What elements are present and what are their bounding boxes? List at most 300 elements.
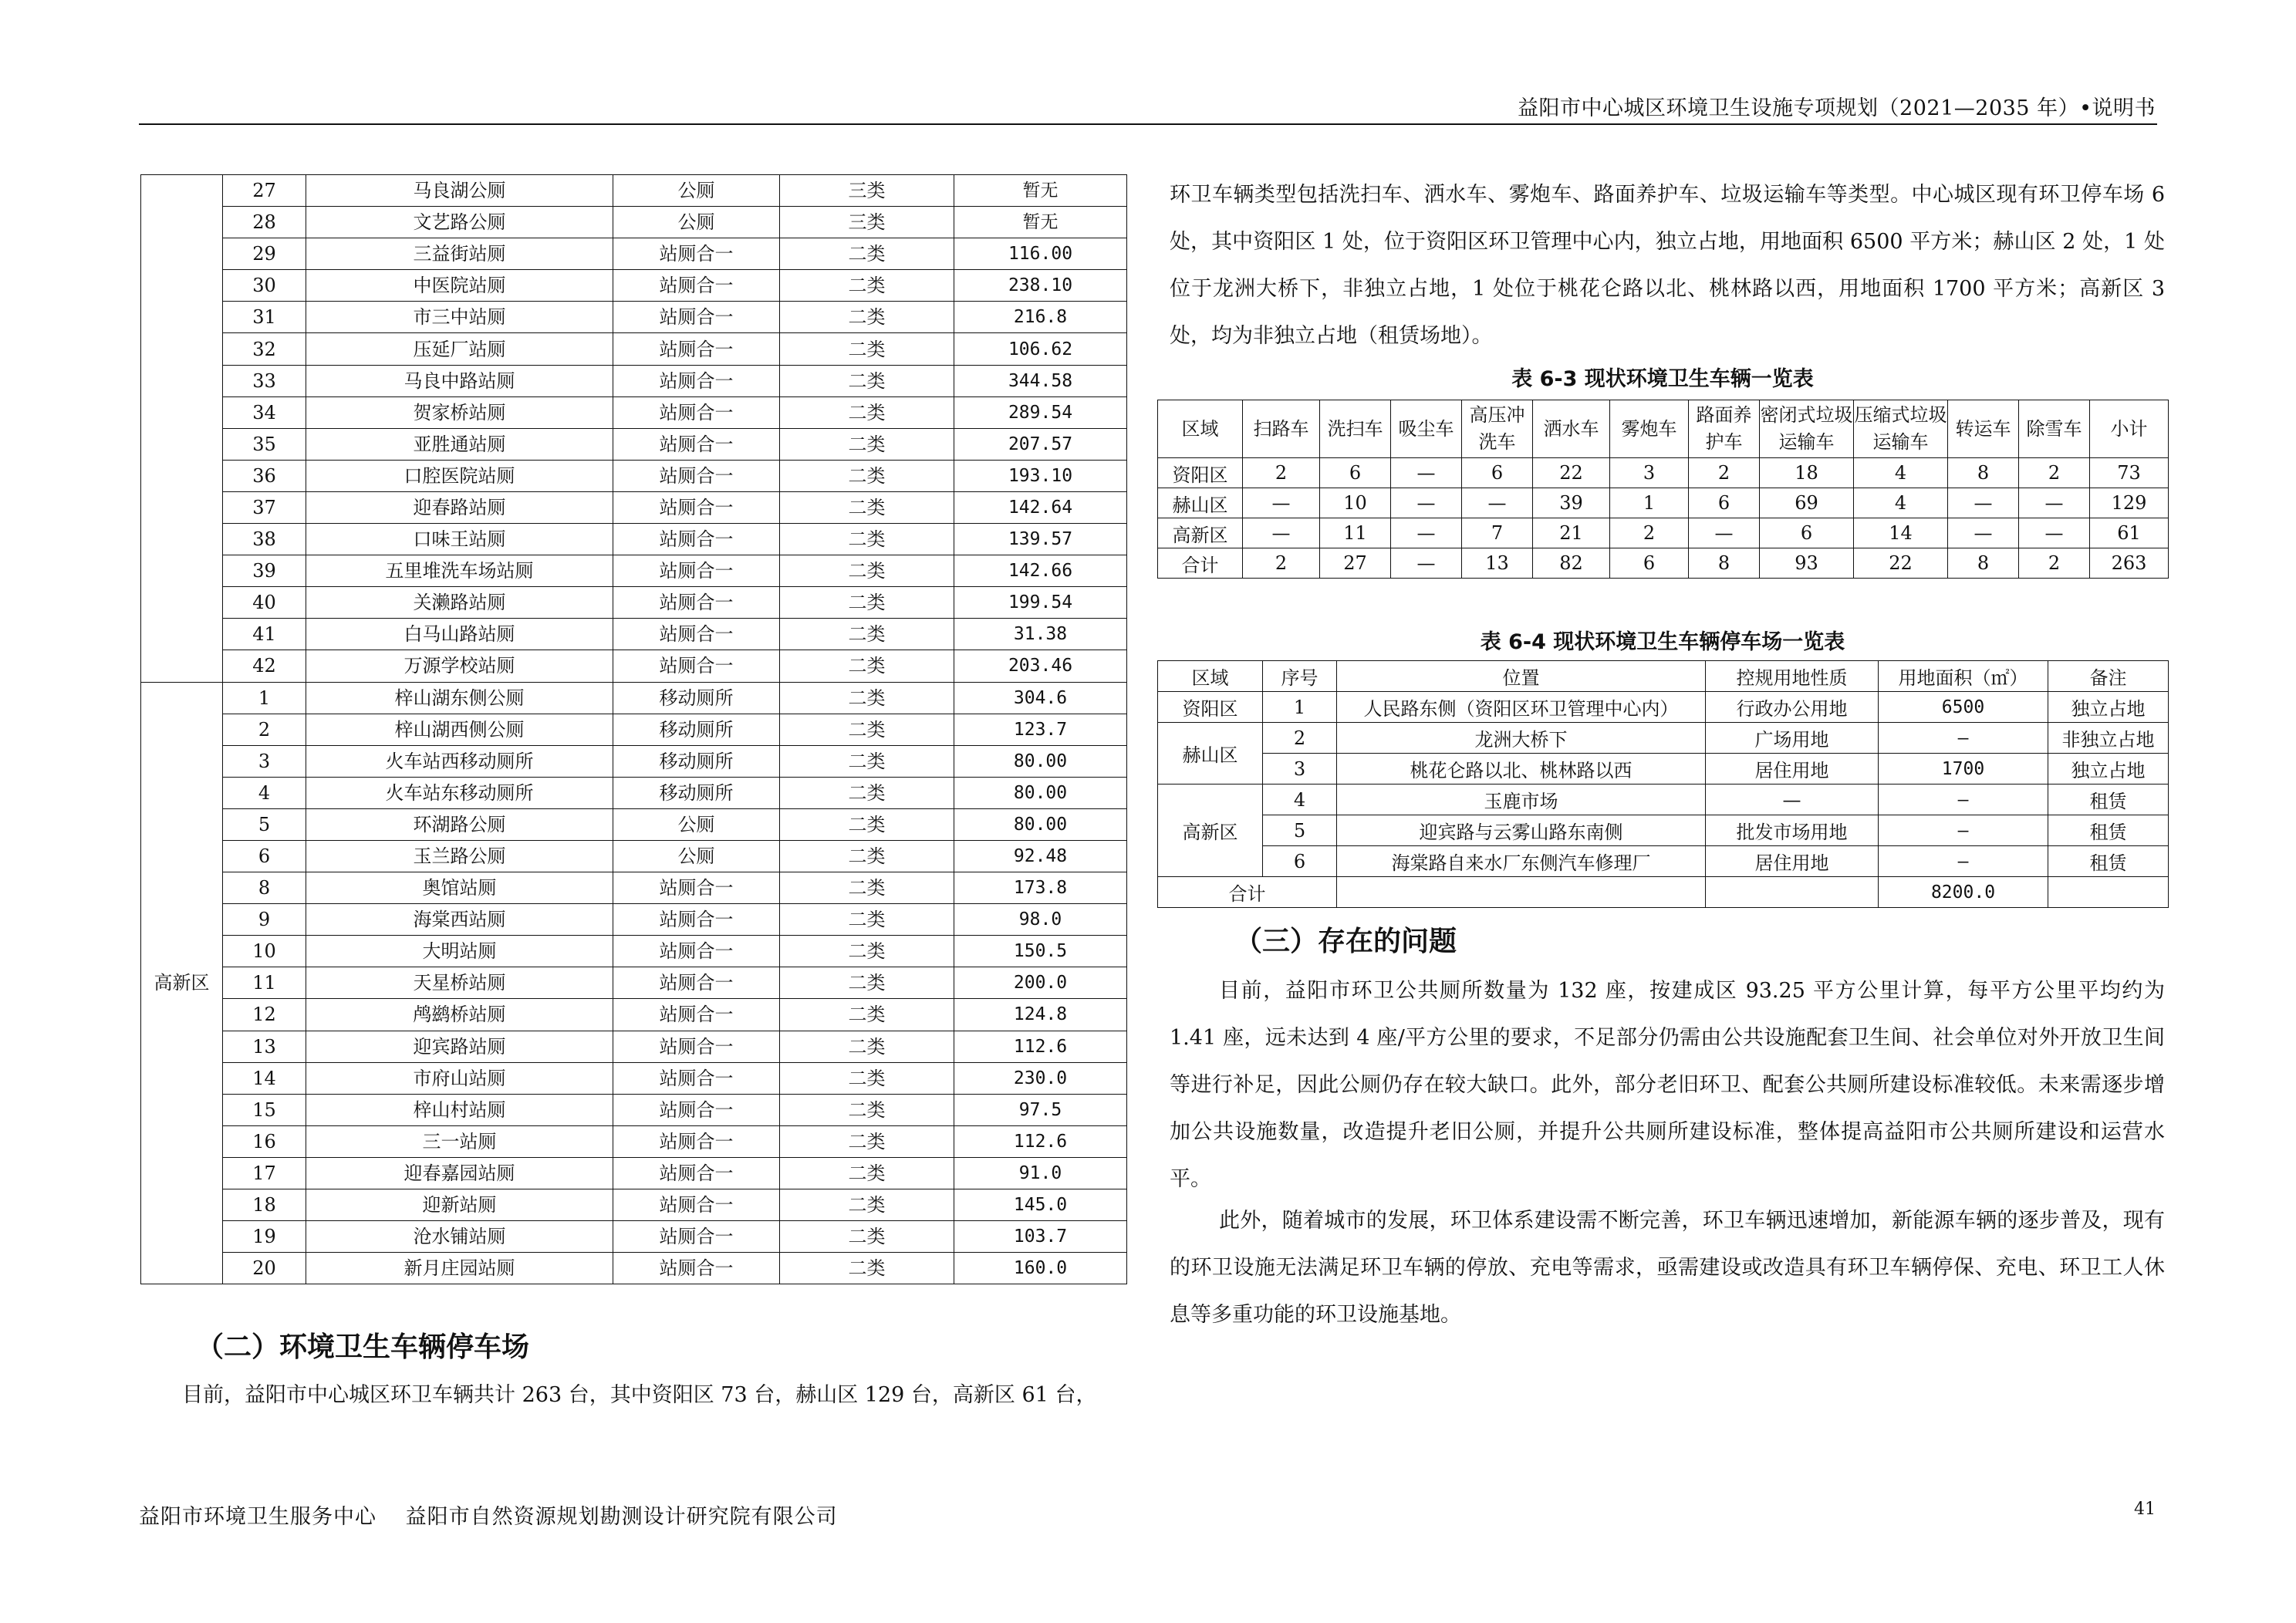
column-header: 除雪车 — [2019, 400, 2090, 458]
serial-cell: 37 — [223, 491, 306, 523]
facility-name-cell: 火车站东移动厕所 — [306, 777, 613, 808]
column-header: 区域 — [1158, 661, 1263, 692]
count-cell: 73 — [2090, 458, 2169, 488]
serial-cell: 42 — [223, 650, 306, 682]
count-cell: 27 — [1320, 548, 1391, 579]
table-row — [141, 365, 1127, 396]
serial-cell: 4 — [223, 777, 306, 808]
area-cell: 145.0 — [954, 1189, 1127, 1221]
count-cell: 7 — [1462, 518, 1533, 548]
table-row — [141, 777, 1127, 808]
facility-type-cell: 站厕合一 — [613, 587, 780, 619]
table-row — [141, 872, 1127, 904]
facility-name-cell: 亚胜通站厕 — [306, 428, 613, 460]
count-cell: 22 — [1854, 548, 1948, 579]
area-cell: 91.0 — [954, 1157, 1127, 1189]
facility-type-cell: 站厕合一 — [613, 967, 780, 999]
facility-name-cell: 市三中站厕 — [306, 302, 613, 333]
facility-name-cell: 迎春路站厕 — [306, 491, 613, 523]
area-cell: 150.5 — [954, 936, 1127, 967]
count-cell: 129 — [2090, 488, 2169, 518]
grade-cell: 二类 — [780, 270, 954, 302]
table-row — [141, 808, 1127, 840]
table-row — [1158, 488, 2169, 518]
land-use-cell: — — [1706, 785, 1879, 815]
serial-cell: 34 — [223, 396, 306, 428]
serial-cell: 8 — [223, 872, 306, 904]
table-row — [141, 302, 1127, 333]
facility-type-cell: 移动厕所 — [613, 682, 780, 714]
count-cell: 1 — [1610, 488, 1689, 518]
count-cell: 2 — [1243, 458, 1320, 488]
count-cell: — — [2019, 488, 2090, 518]
serial-cell: 20 — [223, 1253, 306, 1284]
grade-cell: 二类 — [780, 333, 954, 365]
facility-name-cell: 新月庄园站厕 — [306, 1253, 613, 1284]
table-row — [141, 650, 1127, 682]
facility-type-cell: 站厕合一 — [613, 619, 780, 650]
location-cell: 海棠路自来水厂东侧汽车修理厂 — [1337, 846, 1706, 877]
column-header: 压缩式垃圾运输车 — [1854, 400, 1948, 458]
remark-cell: 非独立占地 — [2048, 723, 2169, 754]
area-cell: 142.66 — [954, 555, 1127, 587]
table-row — [141, 428, 1127, 460]
serial-cell: 5 — [223, 808, 306, 840]
grade-cell: 二类 — [780, 999, 954, 1031]
count-cell: 2 — [2019, 458, 2090, 488]
area-cell: 80.00 — [954, 777, 1127, 808]
section-heading-problems: （三）存在的问题 — [1234, 926, 1457, 957]
count-cell: — — [1391, 548, 1462, 579]
table-row — [141, 619, 1127, 650]
section-heading-parking: （二）环境卫生车辆停车场 — [196, 1331, 530, 1363]
facility-type-cell: 站厕合一 — [613, 872, 780, 904]
column-header: 序号 — [1263, 661, 1337, 692]
area-cell: 97.5 — [954, 1094, 1127, 1125]
serial-cell: 27 — [223, 175, 306, 207]
table-row — [141, 587, 1127, 619]
problems-paragraph-2: 此外，随着城市的发展，环卫体系建设需不断完善，环卫车辆迅速增加，新能源车辆的逐步普及，现有的环卫设施无法满足环卫车辆的停放、充电等需求，亟需建设或改造具有环卫车辆停保、充电、环卫工人休息等多重功能的环卫设施基地。 — [1170, 1209, 2165, 1327]
count-cell: 2 — [1243, 548, 1320, 579]
count-cell: 2 — [1689, 458, 1760, 488]
land-use-cell: 行政办公用地 — [1706, 692, 1879, 723]
serial-cell: 18 — [223, 1189, 306, 1221]
count-cell: 11 — [1320, 518, 1391, 548]
serial-cell: 29 — [223, 238, 306, 270]
area-cell: — — [1879, 785, 2048, 815]
column-header: 扫路车 — [1243, 400, 1320, 458]
land-use-cell: 批发市场用地 — [1706, 815, 1879, 846]
count-cell: 6 — [1462, 458, 1533, 488]
facility-name-cell: 天星桥站厕 — [306, 967, 613, 999]
serial-cell: 3 — [223, 745, 306, 777]
facility-type-cell: 站厕合一 — [613, 1094, 780, 1125]
remark-cell: 租赁 — [2048, 785, 2169, 815]
facility-name-cell: 玉兰路公厕 — [306, 840, 613, 872]
facility-name-cell: 口腔医院站厕 — [306, 460, 613, 491]
area-cell: 暂无 — [954, 207, 1127, 238]
area-cell: 112.6 — [954, 1125, 1127, 1157]
column-header: 小计 — [2090, 400, 2169, 458]
page-number: 41 — [2134, 1500, 2156, 1519]
facility-type-cell: 站厕合一 — [613, 999, 780, 1031]
remark-cell: 租赁 — [2048, 815, 2169, 846]
facility-name-cell: 万源学校站厕 — [306, 650, 613, 682]
grade-cell: 二类 — [780, 491, 954, 523]
count-cell: — — [1689, 518, 1760, 548]
grade-cell: 二类 — [780, 619, 954, 650]
count-cell: 93 — [1760, 548, 1854, 579]
running-header: 益阳市中心城区环境卫生设施专项规划（2021—2035 年）•说明书 — [1518, 96, 2156, 120]
serial-cell: 17 — [223, 1157, 306, 1189]
table-row — [141, 714, 1127, 745]
column-header: 备注 — [2048, 661, 2169, 692]
column-header: 位置 — [1337, 661, 1706, 692]
area-cell: 142.64 — [954, 491, 1127, 523]
count-cell: 8 — [1948, 458, 2019, 488]
count-cell: 6 — [1760, 518, 1854, 548]
table-row — [141, 682, 1127, 714]
serial-cell: 38 — [223, 524, 306, 555]
table-row — [141, 491, 1127, 523]
grade-cell: 三类 — [780, 175, 954, 207]
area-cell: 203.46 — [954, 650, 1127, 682]
area-cell: 139.57 — [954, 524, 1127, 555]
table-row — [141, 936, 1127, 967]
table-row — [141, 555, 1127, 587]
facility-name-cell: 梓山村站厕 — [306, 1094, 613, 1125]
area-cell: 123.7 — [954, 714, 1127, 745]
facility-name-cell: 中医院站厕 — [306, 270, 613, 302]
area-cell: 160.0 — [954, 1253, 1127, 1284]
area-cell: 238.10 — [954, 270, 1127, 302]
facility-type-cell: 站厕合一 — [613, 555, 780, 587]
grade-cell: 二类 — [780, 1157, 954, 1189]
facility-name-cell: 迎宾路站厕 — [306, 1031, 613, 1062]
facility-type-cell: 站厕合一 — [613, 238, 780, 270]
problems-paragraph-1: 目前，益阳市环卫公共厕所数量为 132 座，按建成区 93.25 平方公里计算，每平方公里平均约为 1.41 座，远未达到 4 座/平方公里的要求，不足部分仍需由公共设施配套卫生间、社会单位对外开放卫生间等进行补足，因此公厕仍存在较大缺口。此外，部分老旧环卫、配套公共厕所建设标准较低。未来需逐步增加公共设施数量，改造提升老旧公厕，并提升公共厕所建设标准，整体提高益阳市公共厕所建设和运营水平。 — [1170, 979, 2165, 1191]
count-cell: 14 — [1854, 518, 1948, 548]
facility-name-cell: 白马山路站厕 — [306, 619, 613, 650]
facility-type-cell: 移动厕所 — [613, 777, 780, 808]
area-cell: 193.10 — [954, 460, 1127, 491]
serial-cell: 5 — [1263, 815, 1337, 846]
grade-cell: 二类 — [780, 365, 954, 396]
column-header: 转运车 — [1948, 400, 2019, 458]
area-cell: 112.6 — [954, 1031, 1127, 1062]
grade-cell: 二类 — [780, 460, 954, 491]
facility-type-cell: 移动厕所 — [613, 714, 780, 745]
column-header: 路面养护车 — [1689, 400, 1760, 458]
facility-name-cell: 马良湖公厕 — [306, 175, 613, 207]
area-cell: 92.48 — [954, 840, 1127, 872]
remark-cell: 独立占地 — [2048, 754, 2169, 785]
serial-cell: 4 — [1263, 785, 1337, 815]
facility-type-cell: 移动厕所 — [613, 745, 780, 777]
table-row — [141, 175, 1127, 207]
table-row — [141, 999, 1127, 1031]
location-cell: 迎宾路与云雾山路东南侧 — [1337, 815, 1706, 846]
facility-type-cell: 站厕合一 — [613, 1253, 780, 1284]
grade-cell: 二类 — [780, 1094, 954, 1125]
table-row — [141, 745, 1127, 777]
district-cell: 资阳区 — [1158, 458, 1243, 488]
facility-name-cell: 沧水铺站厕 — [306, 1221, 613, 1253]
count-cell: — — [2019, 518, 2090, 548]
count-cell: 8 — [1689, 548, 1760, 579]
count-cell: 263 — [2090, 548, 2169, 579]
district-cell — [141, 175, 223, 683]
column-header: 吸尘车 — [1391, 400, 1462, 458]
parking-paragraph-start: 目前，益阳市中心城区环卫车辆共计 263 台，其中资阳区 73 台，赫山区 129 台，高新区 61 台， — [182, 1383, 1097, 1407]
facility-name-cell: 市府山站厕 — [306, 1062, 613, 1094]
count-cell: 69 — [1760, 488, 1854, 518]
total-row — [1158, 877, 2169, 908]
grade-cell: 二类 — [780, 936, 954, 967]
table-row — [141, 207, 1127, 238]
count-cell: — — [1391, 458, 1462, 488]
serial-cell: 35 — [223, 428, 306, 460]
column-header: 洒水车 — [1533, 400, 1610, 458]
column-header: 用地面积（㎡） — [1879, 661, 2048, 692]
area-cell: 98.0 — [954, 904, 1127, 936]
facility-type-cell: 站厕合一 — [613, 650, 780, 682]
count-cell: — — [1391, 518, 1462, 548]
count-cell: 6 — [1610, 548, 1689, 579]
count-cell: 6 — [1689, 488, 1760, 518]
table-row — [141, 1094, 1127, 1125]
grade-cell: 二类 — [780, 650, 954, 682]
serial-cell: 31 — [223, 302, 306, 333]
remark-cell: 租赁 — [2048, 846, 2169, 877]
table-row — [141, 524, 1127, 555]
count-cell: 13 — [1462, 548, 1533, 579]
parking-yard-table — [1157, 660, 2169, 908]
table-row — [141, 1031, 1127, 1062]
grade-cell: 二类 — [780, 904, 954, 936]
count-cell: — — [1948, 488, 2019, 518]
district-cell: 资阳区 — [1158, 692, 1263, 723]
serial-cell: 39 — [223, 555, 306, 587]
area-cell: — — [1879, 846, 2048, 877]
facility-type-cell: 站厕合一 — [613, 1031, 780, 1062]
grade-cell: 二类 — [780, 555, 954, 587]
grade-cell: 二类 — [780, 1189, 954, 1221]
location-cell: 龙洲大桥下 — [1337, 723, 1706, 754]
empty-cell — [1706, 877, 1879, 908]
column-header: 密闭式垃圾运输车 — [1760, 400, 1854, 458]
facility-name-cell: 关濑路站厕 — [306, 587, 613, 619]
area-cell: 344.58 — [954, 365, 1127, 396]
area-cell: 116.00 — [954, 238, 1127, 270]
serial-cell: 1 — [1263, 692, 1337, 723]
facility-type-cell: 站厕合一 — [613, 936, 780, 967]
count-cell: 6 — [1320, 458, 1391, 488]
footer-organizations: 益阳市环境卫生服务中心 益阳市自然资源规划勘测设计研究院有限公司 — [139, 1505, 838, 1529]
count-cell: 21 — [1533, 518, 1610, 548]
serial-cell: 19 — [223, 1221, 306, 1253]
facility-name-cell: 压延厂站厕 — [306, 333, 613, 365]
area-cell: 304.6 — [954, 682, 1127, 714]
grade-cell: 二类 — [780, 967, 954, 999]
count-cell: 22 — [1533, 458, 1610, 488]
table-row — [141, 460, 1127, 491]
grade-cell: 二类 — [780, 1031, 954, 1062]
remark-cell: 独立占地 — [2048, 692, 2169, 723]
serial-cell: 6 — [223, 840, 306, 872]
serial-cell: 13 — [223, 1031, 306, 1062]
serial-cell: 30 — [223, 270, 306, 302]
count-cell: — — [1243, 518, 1320, 548]
serial-cell: 14 — [223, 1062, 306, 1094]
facility-type-cell: 站厕合一 — [613, 365, 780, 396]
grade-cell: 二类 — [780, 587, 954, 619]
area-cell: — — [1879, 815, 2048, 846]
table-row — [1158, 846, 2169, 877]
count-cell: 4 — [1854, 458, 1948, 488]
table-row — [141, 270, 1127, 302]
column-header: 洗扫车 — [1320, 400, 1391, 458]
area-cell: 207.57 — [954, 428, 1127, 460]
facility-name-cell: 梓山湖西侧公厕 — [306, 714, 613, 745]
table-row — [141, 396, 1127, 428]
grade-cell: 二类 — [780, 808, 954, 840]
count-cell: 4 — [1854, 488, 1948, 518]
facility-type-cell: 站厕合一 — [613, 524, 780, 555]
facility-type-cell: 站厕合一 — [613, 491, 780, 523]
vehicle-table — [1157, 400, 2169, 579]
serial-cell: 11 — [223, 967, 306, 999]
facility-type-cell: 公厕 — [613, 840, 780, 872]
land-use-cell: 居住用地 — [1706, 754, 1879, 785]
facility-name-cell: 火车站西移动厕所 — [306, 745, 613, 777]
count-cell: 61 — [2090, 518, 2169, 548]
facility-name-cell: 贺家桥站厕 — [306, 396, 613, 428]
facility-name-cell: 五里堆洗车场站厕 — [306, 555, 613, 587]
count-cell: 2 — [2019, 548, 2090, 579]
facility-type-cell: 公厕 — [613, 207, 780, 238]
location-cell: 桃花仑路以北、桃林路以西 — [1337, 754, 1706, 785]
area-cell: 124.8 — [954, 999, 1127, 1031]
grade-cell: 二类 — [780, 1125, 954, 1157]
grade-cell: 二类 — [780, 1221, 954, 1253]
table-row — [1158, 723, 2169, 754]
count-cell: 10 — [1320, 488, 1391, 518]
table-row — [141, 1157, 1127, 1189]
grade-cell: 二类 — [780, 396, 954, 428]
table-row — [1158, 785, 2169, 815]
facility-type-cell: 站厕合一 — [613, 396, 780, 428]
facility-name-cell: 口味王站厕 — [306, 524, 613, 555]
grade-cell: 二类 — [780, 238, 954, 270]
count-cell: — — [1243, 488, 1320, 518]
table-row — [141, 840, 1127, 872]
facility-type-cell: 站厕合一 — [613, 460, 780, 491]
table-row — [141, 967, 1127, 999]
empty-cell — [1337, 877, 1706, 908]
grade-cell: 二类 — [780, 524, 954, 555]
facility-name-cell: 迎春嘉园站厕 — [306, 1157, 613, 1189]
public-toilet-table — [140, 174, 1127, 1284]
facility-type-cell: 站厕合一 — [613, 270, 780, 302]
facility-name-cell: 鸬鹚桥站厕 — [306, 999, 613, 1031]
serial-cell: 3 — [1263, 754, 1337, 785]
area-cell: 103.7 — [954, 1221, 1127, 1253]
column-header: 控规用地性质 — [1706, 661, 1879, 692]
facility-type-cell: 站厕合一 — [613, 302, 780, 333]
district-cell: 高新区 — [141, 682, 223, 1284]
serial-cell: 36 — [223, 460, 306, 491]
area-cell: 6500 — [1879, 692, 2048, 723]
grade-cell: 二类 — [780, 714, 954, 745]
facility-name-cell: 大明站厕 — [306, 936, 613, 967]
table-row — [141, 1062, 1127, 1094]
parking-paragraph-continued: 环卫车辆类型包括洗扫车、洒水车、雾炮车、路面养护车、垃圾运输车等类型。中心城区现有环卫停车场 6 处，其中资阳区 1 处，位于资阳区环卫管理中心内，独立占地，用地面积 6500 平方米；赫山区 2 处，1 处位于龙洲大桥下，非独立占地，1 处位于桃花仑路以北、桃林路以西，用地面积 1700 平方米；高新区 3 处，均为非独立占地（租赁场地）。 — [1170, 183, 2165, 348]
table-row — [141, 1189, 1127, 1221]
area-cell: 200.0 — [954, 967, 1127, 999]
serial-cell: 15 — [223, 1094, 306, 1125]
grade-cell: 二类 — [780, 745, 954, 777]
facility-type-cell: 站厕合一 — [613, 333, 780, 365]
count-cell: 8 — [1948, 548, 2019, 579]
location-cell: 玉鹿市场 — [1337, 785, 1706, 815]
count-cell: 18 — [1760, 458, 1854, 488]
facility-type-cell: 站厕合一 — [613, 428, 780, 460]
table-row — [1158, 692, 2169, 723]
grade-cell: 二类 — [780, 872, 954, 904]
serial-cell: 28 — [223, 207, 306, 238]
grade-cell: 二类 — [780, 1062, 954, 1094]
serial-cell: 10 — [223, 936, 306, 967]
facility-type-cell: 站厕合一 — [613, 1062, 780, 1094]
serial-cell: 2 — [223, 714, 306, 745]
facility-name-cell: 迎新站厕 — [306, 1189, 613, 1221]
area-cell: 80.00 — [954, 808, 1127, 840]
area-cell: 199.54 — [954, 587, 1127, 619]
facility-type-cell: 站厕合一 — [613, 1125, 780, 1157]
area-cell: 230.0 — [954, 1062, 1127, 1094]
facility-type-cell: 公厕 — [613, 808, 780, 840]
serial-cell: 6 — [1263, 846, 1337, 877]
table-row — [141, 1221, 1127, 1253]
table-row — [1158, 458, 2169, 488]
serial-cell: 40 — [223, 587, 306, 619]
district-cell: 高新区 — [1158, 785, 1263, 877]
count-cell: — — [1391, 488, 1462, 518]
count-cell: 3 — [1610, 458, 1689, 488]
area-cell: 80.00 — [954, 745, 1127, 777]
area-cell: 暂无 — [954, 175, 1127, 207]
grade-cell: 二类 — [780, 302, 954, 333]
count-cell: — — [1462, 488, 1533, 518]
count-cell: 2 — [1610, 518, 1689, 548]
table-row — [1158, 754, 2169, 785]
serial-cell: 12 — [223, 999, 306, 1031]
area-cell: 31.38 — [954, 619, 1127, 650]
grade-cell: 三类 — [780, 207, 954, 238]
serial-cell: 9 — [223, 904, 306, 936]
grade-cell: 二类 — [780, 428, 954, 460]
table-row — [141, 1253, 1127, 1284]
count-cell: 82 — [1533, 548, 1610, 579]
grade-cell: 二类 — [780, 1253, 954, 1284]
grade-cell: 二类 — [780, 777, 954, 808]
total-label-cell: 合计 — [1158, 877, 1337, 908]
facility-type-cell: 站厕合一 — [613, 1221, 780, 1253]
location-cell: 人民路东侧（资阳区环卫管理中心内） — [1337, 692, 1706, 723]
district-cell: 赫山区 — [1158, 723, 1263, 785]
table-row — [1158, 518, 2169, 548]
